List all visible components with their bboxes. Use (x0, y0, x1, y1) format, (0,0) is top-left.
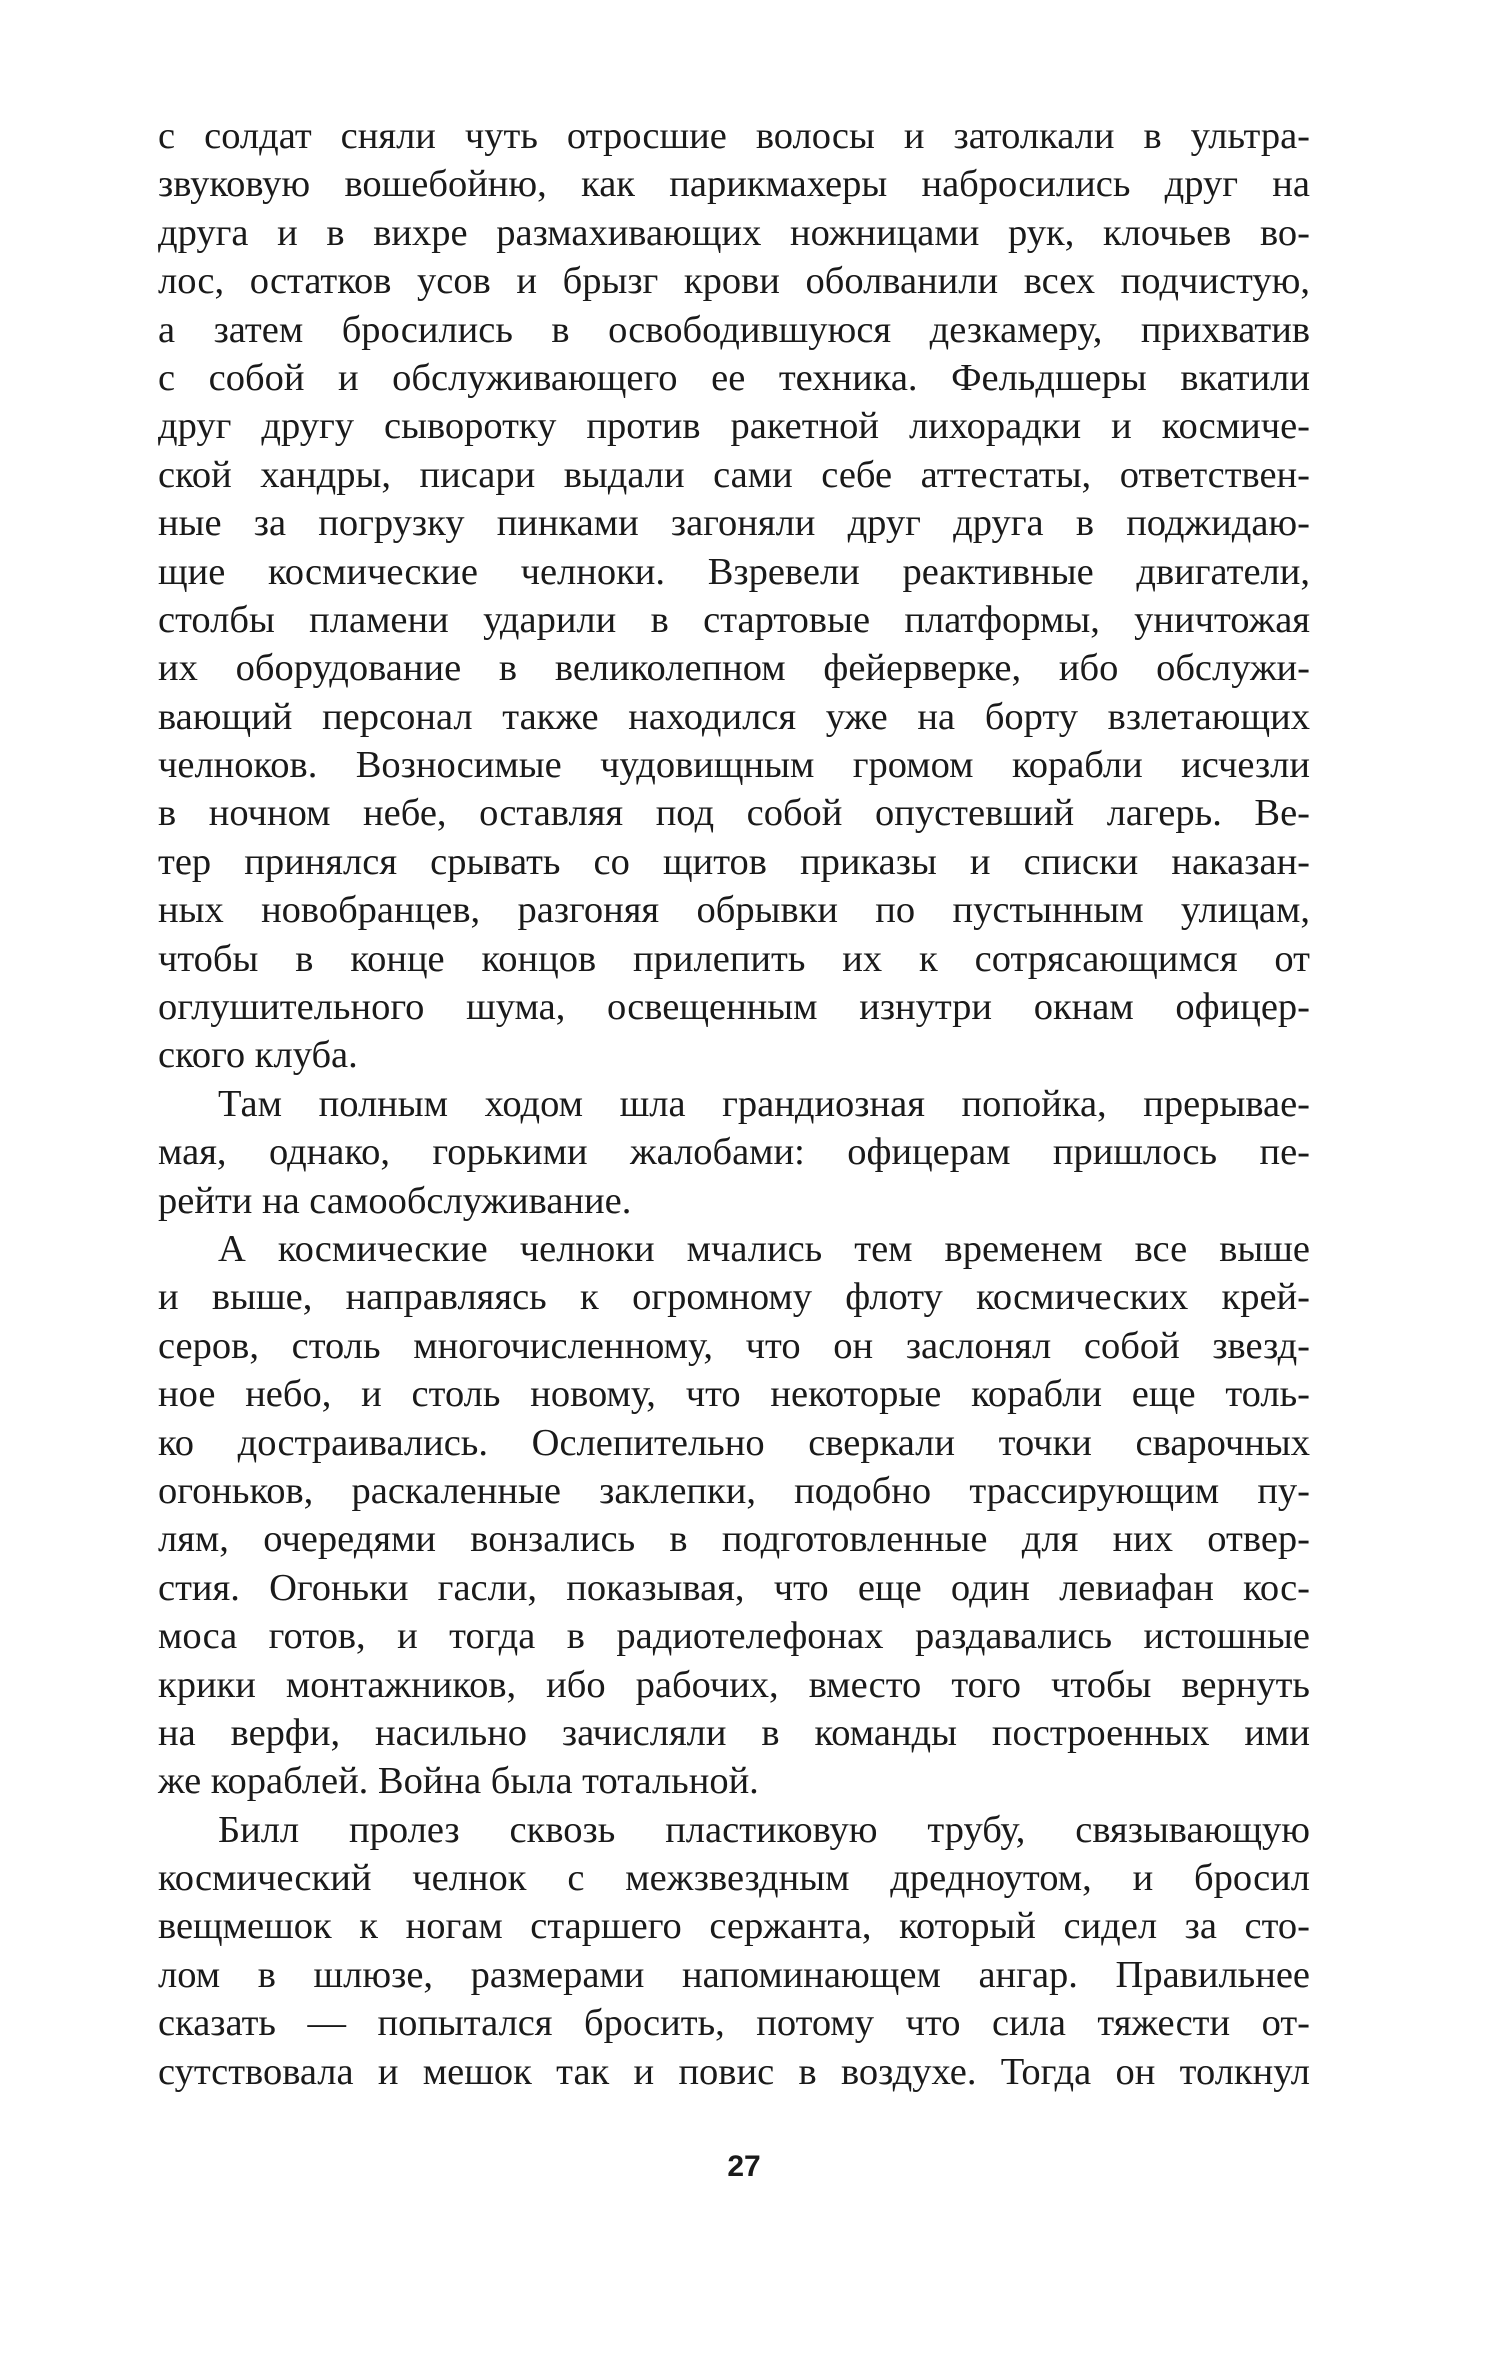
text-line: на верфи, насильно зачисляли в команды построенных ими (158, 1711, 1310, 1754)
text-line: звуковую вошебойню, как парикмахеры набросились друг на (158, 163, 1310, 206)
text-line: А космические челноки мчались тем временем все выше (218, 1227, 1310, 1270)
text-line: в ночном небе, оставляя под собой опустевший лагерь. Ве- (158, 792, 1310, 835)
text-line: ской хандры, писари выдали сами себе аттестаты, ответствен- (158, 453, 1310, 496)
text-line: друг другу сыворотку против ракетной лихорадки и космиче- (158, 405, 1310, 448)
text-line: вещмешок к ногам старшего сержанта, который сидел за сто- (158, 1905, 1310, 1948)
paragraph (158, 1080, 1310, 1225)
text-line: Билл пролез сквозь пластиковую трубу, связывающую (218, 1808, 1310, 1851)
text-line: ных новобранцев, разгоняя обрывки по пустынным улицам, (158, 889, 1310, 932)
paragraph (158, 112, 1310, 1080)
text-line: их оборудование в великолепном фейерверке, ибо обслужи- (158, 647, 1310, 690)
paragraph (158, 1225, 1310, 1806)
text-line: челноков. Возносимые чудовищным громом корабли исчезли (158, 744, 1310, 787)
text-line: стия. Огоньки гасли, показывая, что еще один левиафан кос- (158, 1566, 1310, 1609)
text-line: оглушительного шума, освещенным изнутри окнам офицер- (158, 986, 1310, 1029)
text-line: же кораблей. Война была тотальной. (158, 1760, 759, 1803)
text-line: космический челнок с межзвездным дредноутом, и бросил (158, 1857, 1310, 1900)
paragraph (158, 1806, 1310, 2096)
text-line: ко достраивались. Ослепительно сверкали точки сварочных (158, 1421, 1310, 1464)
text-line: огоньков, раскаленные заклепки, подобно трассирующим пу- (158, 1469, 1310, 1512)
text-line: Там полным ходом шла грандиозная попойка, прерывае- (218, 1082, 1310, 1125)
text-line: лям, очередями вонзались в подготовленные для них отвер- (158, 1518, 1310, 1561)
text-line: щие космические челноки. Взревели реактивные двигатели, (158, 550, 1310, 593)
text-line: ского клуба. (158, 1034, 358, 1077)
body-text (158, 112, 1310, 2096)
page-number: 27 (727, 2150, 761, 2183)
text-line: рейти на самообслуживание. (158, 1179, 632, 1222)
text-line: вающий персонал также находился уже на борту взлетающих (158, 695, 1310, 738)
text-line: сказать — попытался бросить, потому что сила тяжести от- (158, 2002, 1310, 2045)
text-line: лом в шлюзе, размерами напоминающем ангар. Правильнее (158, 1953, 1310, 1996)
text-line: мая, однако, горькими жалобами: офицерам пришлось пе- (158, 1131, 1310, 1174)
text-line: крики монтажников, ибо рабочих, вместо того чтобы вернуть (158, 1663, 1310, 1706)
text-line: друга и в вихре размахивающих ножницами рук, клочьев во- (158, 211, 1310, 254)
text-line: ное небо, и столь новому, что некоторые корабли еще толь- (158, 1373, 1310, 1416)
text-line: лос, остатков усов и брызг крови оболванили всех подчистую, (158, 260, 1310, 303)
text-line: тер принялся срывать со щитов приказы и списки наказан- (158, 840, 1310, 883)
text-line: столбы пламени ударили в стартовые платформы, уничтожая (158, 598, 1310, 641)
text-line: и выше, направляясь к огромному флоту космических крей- (158, 1276, 1310, 1319)
text-line: с солдат сняли чуть отросшие волосы и затолкали в ультра- (158, 115, 1310, 157)
text-line: ные за погрузку пинками загоняли друг друга в поджидаю- (158, 502, 1310, 545)
text-line: с собой и обслуживающего ее техника. Фельдшеры вкатили (158, 356, 1310, 399)
text-line: а затем бросились в освободившуюся дезкамеру, прихватив (158, 308, 1310, 351)
text-line: моса готов, и тогда в радиотелефонах раздавались истошные (158, 1615, 1310, 1658)
text-line: сутствовала и мешок так и повис в воздухе. Тогда он толкнул (158, 2050, 1310, 2093)
text-line: серов, столь многочисленному, что он заслонял собой звезд- (158, 1324, 1310, 1367)
text-line: чтобы в конце концов прилепить их к сотрясающимся от (158, 937, 1310, 980)
